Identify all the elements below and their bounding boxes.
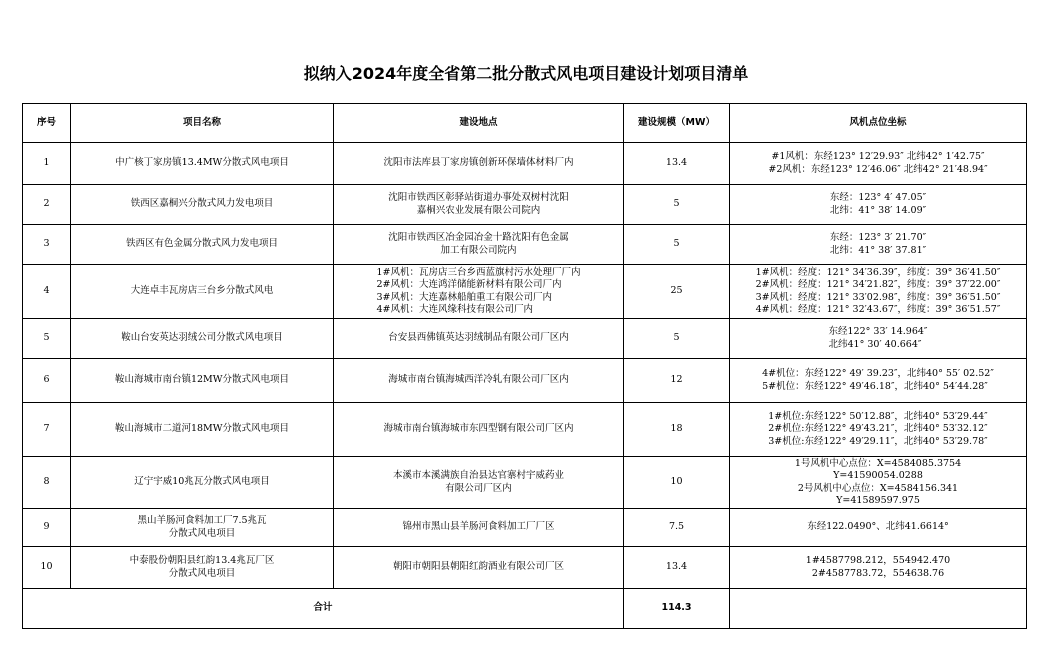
project-name-line: 鞍山海城市二道河18MW分散式风电项目 bbox=[114, 423, 290, 435]
row-index: 8 bbox=[23, 457, 71, 509]
project-name bbox=[71, 225, 334, 265]
location-line: 本溪市本溪满族自治县达官寨村宇威药业 bbox=[392, 470, 564, 481]
location-line: 4#风机：大连风缘科技有限公司厂内 bbox=[376, 304, 533, 315]
table-row bbox=[23, 319, 1027, 359]
location-line: 嘉桐兴农业发展有限公司院内 bbox=[416, 204, 541, 216]
capacity-mw: 5 bbox=[624, 319, 730, 359]
capacity-mw: 18 bbox=[624, 403, 730, 457]
row-index: 6 bbox=[23, 359, 71, 403]
capacity-mw: 7.5 bbox=[624, 509, 730, 547]
project-location bbox=[334, 185, 624, 225]
document-title: 拟纳入2024年度全省第二批分散式风电项目建设计划项目清单 bbox=[303, 64, 749, 83]
location-line: 3#风机：大连嘉林船舶重工有限公司厂内 bbox=[376, 291, 552, 303]
row-index: 3 bbox=[23, 225, 71, 265]
total-label: 合计 bbox=[23, 589, 624, 629]
coordinate-line: 2#风机：经度：121° 34′21.82″，纬度：39° 37′22.00″ bbox=[755, 279, 1001, 290]
project-name-line: 黑山羊肠河食料加工厂7.5兆瓦 bbox=[137, 515, 267, 526]
table-row bbox=[23, 547, 1027, 589]
coordinate-line: 北纬：41° 38′ 14.09″ bbox=[829, 204, 927, 216]
project-location bbox=[334, 143, 624, 185]
location-block bbox=[376, 267, 580, 317]
project-location bbox=[334, 547, 624, 589]
project-name-line: 中广核丁家房镇13.4MW分散式风电项目 bbox=[115, 157, 289, 169]
project-location bbox=[334, 225, 624, 265]
location-line: 锦州市黑山县羊肠河食料加工厂厂区 bbox=[402, 521, 555, 533]
coordinate-line: 东经：123° 3′ 21.70″ bbox=[829, 232, 927, 243]
coordinate-line: #2风机：东经123° 12′46.06″ 北纬42° 21′48.94″ bbox=[768, 163, 988, 175]
turbine-coordinates bbox=[730, 225, 1027, 265]
project-name-line: 大连卓丰瓦房店三台乡分散式风电 bbox=[130, 285, 274, 297]
coordinate-line: #1风机：东经123° 12′29.93″ 北纬42° 1′42.75″ bbox=[771, 151, 985, 162]
location-line: 朝阳市朝阳县朝阳红韵酒业有限公司厂区 bbox=[392, 561, 564, 573]
project-location bbox=[334, 509, 624, 547]
row-index: 9 bbox=[23, 509, 71, 547]
coordinate-line: 北纬41° 30′ 40.664″ bbox=[828, 338, 922, 350]
coordinate-line: 3#风机：经度：121° 33′02.98″，纬度：39° 36′51.50″ bbox=[755, 291, 1001, 303]
header-capacity: 建设规模（MW） bbox=[624, 104, 730, 143]
project-name bbox=[71, 319, 334, 359]
total-coordinates-empty bbox=[730, 589, 1027, 629]
table-row bbox=[23, 143, 1027, 185]
row-index: 4 bbox=[23, 265, 71, 319]
coordinate-line: 2#机位:东经122° 49′43.21″，北纬40° 53′32.12″ bbox=[768, 423, 988, 435]
turbine-coordinates bbox=[730, 547, 1027, 589]
table-row bbox=[23, 509, 1027, 547]
table-row bbox=[23, 225, 1027, 265]
turbine-coordinates bbox=[730, 457, 1027, 509]
project-name bbox=[71, 143, 334, 185]
total-capacity: 114.3 bbox=[624, 589, 730, 629]
project-name bbox=[71, 547, 334, 589]
turbine-coordinates bbox=[730, 509, 1027, 547]
coordinate-line: 1#机位:东经122° 50′12.88″，北纬40° 53′29.44″ bbox=[768, 410, 988, 422]
table-row bbox=[23, 265, 1027, 319]
coordinate-line: 1#4587798.212，554942.470 bbox=[805, 555, 951, 566]
location-line: 2#风机：大连鸿洋储能新材料有限公司厂内 bbox=[376, 279, 562, 290]
turbine-coordinates bbox=[730, 143, 1027, 185]
location-line: 1#风机：瓦房店三台乡西蓝旗村污水处理厂厂内 bbox=[376, 266, 581, 278]
coordinate-block bbox=[829, 326, 928, 351]
coordinate-line: 5#机位：东经122° 49′46.18″，北纬40° 54′44.28″ bbox=[762, 380, 988, 392]
coordinate-line: 北纬：41° 38′ 37.81″ bbox=[829, 244, 927, 256]
header-coordinates: 风机点位坐标 bbox=[730, 104, 1027, 143]
project-name-line: 鞍山台安英达羽绒公司分散式风电项目 bbox=[121, 332, 283, 344]
table-row bbox=[23, 457, 1027, 509]
coordinate-line: Y=41590054.0288 bbox=[833, 470, 923, 481]
coordinate-line: 4#机位：东经122° 49′ 39.23″，北纬40° 55′ 02.52″ bbox=[762, 368, 994, 379]
coordinate-block bbox=[762, 368, 994, 393]
coordinate-block bbox=[830, 232, 926, 257]
project-name-line: 铁西区嘉桐兴分散式风力发电项目 bbox=[130, 198, 274, 210]
location-line: 海城市南台镇海城市东四型钢有限公司厂区内 bbox=[383, 423, 574, 435]
capacity-mw: 5 bbox=[624, 185, 730, 225]
project-name-line: 鞍山海城市南台镇12MW分散式风电项目 bbox=[114, 374, 290, 386]
table-row bbox=[23, 359, 1027, 403]
table-row bbox=[23, 403, 1027, 457]
header-location: 建设地点 bbox=[334, 104, 624, 143]
row-index: 10 bbox=[23, 547, 71, 589]
project-location bbox=[334, 265, 624, 319]
coordinate-line: 4#风机：经度：121° 32′43.67″，纬度：39° 36′51.57″ bbox=[755, 304, 1001, 315]
project-name bbox=[71, 185, 334, 225]
coordinate-block bbox=[756, 267, 1001, 317]
turbine-coordinates bbox=[730, 359, 1027, 403]
coordinate-line: 2号风机中心点位：X=4584156.341 bbox=[797, 482, 959, 494]
location-line: 台安县西佛镇英达羽绒制品有限公司厂区内 bbox=[388, 332, 569, 344]
project-location bbox=[334, 457, 624, 509]
location-line: 沈阳市法库县丁家房镇创新环保墙体材料厂内 bbox=[383, 157, 574, 169]
location-line: 加工有限公司院内 bbox=[440, 244, 517, 256]
location-line: 沈阳市铁西区彰驿站街道办事处双树村沈阳 bbox=[388, 192, 569, 203]
coordinate-line: 1号风机中心点位：X=4584085.3754 bbox=[794, 457, 962, 469]
location-line: 沈阳市铁西区冶金园冶金十路沈阳有色金属 bbox=[388, 232, 569, 243]
total-row bbox=[23, 589, 1027, 629]
location-line: 有限公司厂区内 bbox=[445, 482, 512, 494]
turbine-coordinates bbox=[730, 403, 1027, 457]
project-name bbox=[71, 457, 334, 509]
project-name-line: 分散式风电项目 bbox=[168, 527, 236, 539]
row-index: 5 bbox=[23, 319, 71, 359]
project-name bbox=[71, 359, 334, 403]
header-index: 序号 bbox=[23, 104, 71, 143]
capacity-mw: 5 bbox=[624, 225, 730, 265]
coordinate-line: 3#机位:东经122° 49′29.11″，北纬40° 53′29.78″ bbox=[768, 435, 988, 447]
project-list-table bbox=[22, 103, 1027, 629]
location-line: 海城市南台镇海城西洋冷轧有限公司厂区内 bbox=[388, 374, 569, 386]
row-index: 7 bbox=[23, 403, 71, 457]
table-row bbox=[23, 185, 1027, 225]
capacity-mw: 13.4 bbox=[624, 547, 730, 589]
project-name-line: 铁西区有色金属分散式风力发电项目 bbox=[125, 238, 278, 250]
turbine-coordinates bbox=[730, 185, 1027, 225]
project-name-line: 辽宁宇威10兆瓦分散式风电项目 bbox=[134, 476, 270, 488]
coordinate-line: Y=41589597.975 bbox=[836, 495, 920, 506]
project-name bbox=[71, 265, 334, 319]
project-location bbox=[334, 359, 624, 403]
row-index: 1 bbox=[23, 143, 71, 185]
coordinate-line: 东经122.0490°、北纬41.6614° bbox=[807, 521, 949, 533]
coordinate-line: 2#4587783.72，554638.76 bbox=[811, 567, 945, 579]
coordinate-line: 1#风机：经度：121° 34′36.39″，纬度：39° 36′41.50″ bbox=[755, 266, 1001, 278]
capacity-mw: 25 bbox=[624, 265, 730, 319]
coordinate-block bbox=[830, 192, 926, 217]
project-name-line: 中泰股份朝阳县红韵13.4兆瓦厂区 bbox=[129, 555, 275, 566]
project-name-line: 分散式风电项目 bbox=[168, 567, 236, 579]
coordinate-line: 东经122° 33′ 14.964″ bbox=[828, 326, 928, 337]
row-index: 2 bbox=[23, 185, 71, 225]
project-name bbox=[71, 509, 334, 547]
capacity-mw: 12 bbox=[624, 359, 730, 403]
turbine-coordinates bbox=[730, 319, 1027, 359]
capacity-mw: 13.4 bbox=[624, 143, 730, 185]
project-name bbox=[71, 403, 334, 457]
capacity-mw: 10 bbox=[624, 457, 730, 509]
coordinate-block bbox=[768, 411, 987, 449]
coordinate-line: 东经：123° 4′ 47.05″ bbox=[829, 192, 927, 203]
project-location bbox=[334, 403, 624, 457]
table-header-row bbox=[23, 104, 1027, 143]
project-location bbox=[334, 319, 624, 359]
header-name: 项目名称 bbox=[71, 104, 334, 143]
turbine-coordinates bbox=[730, 265, 1027, 319]
